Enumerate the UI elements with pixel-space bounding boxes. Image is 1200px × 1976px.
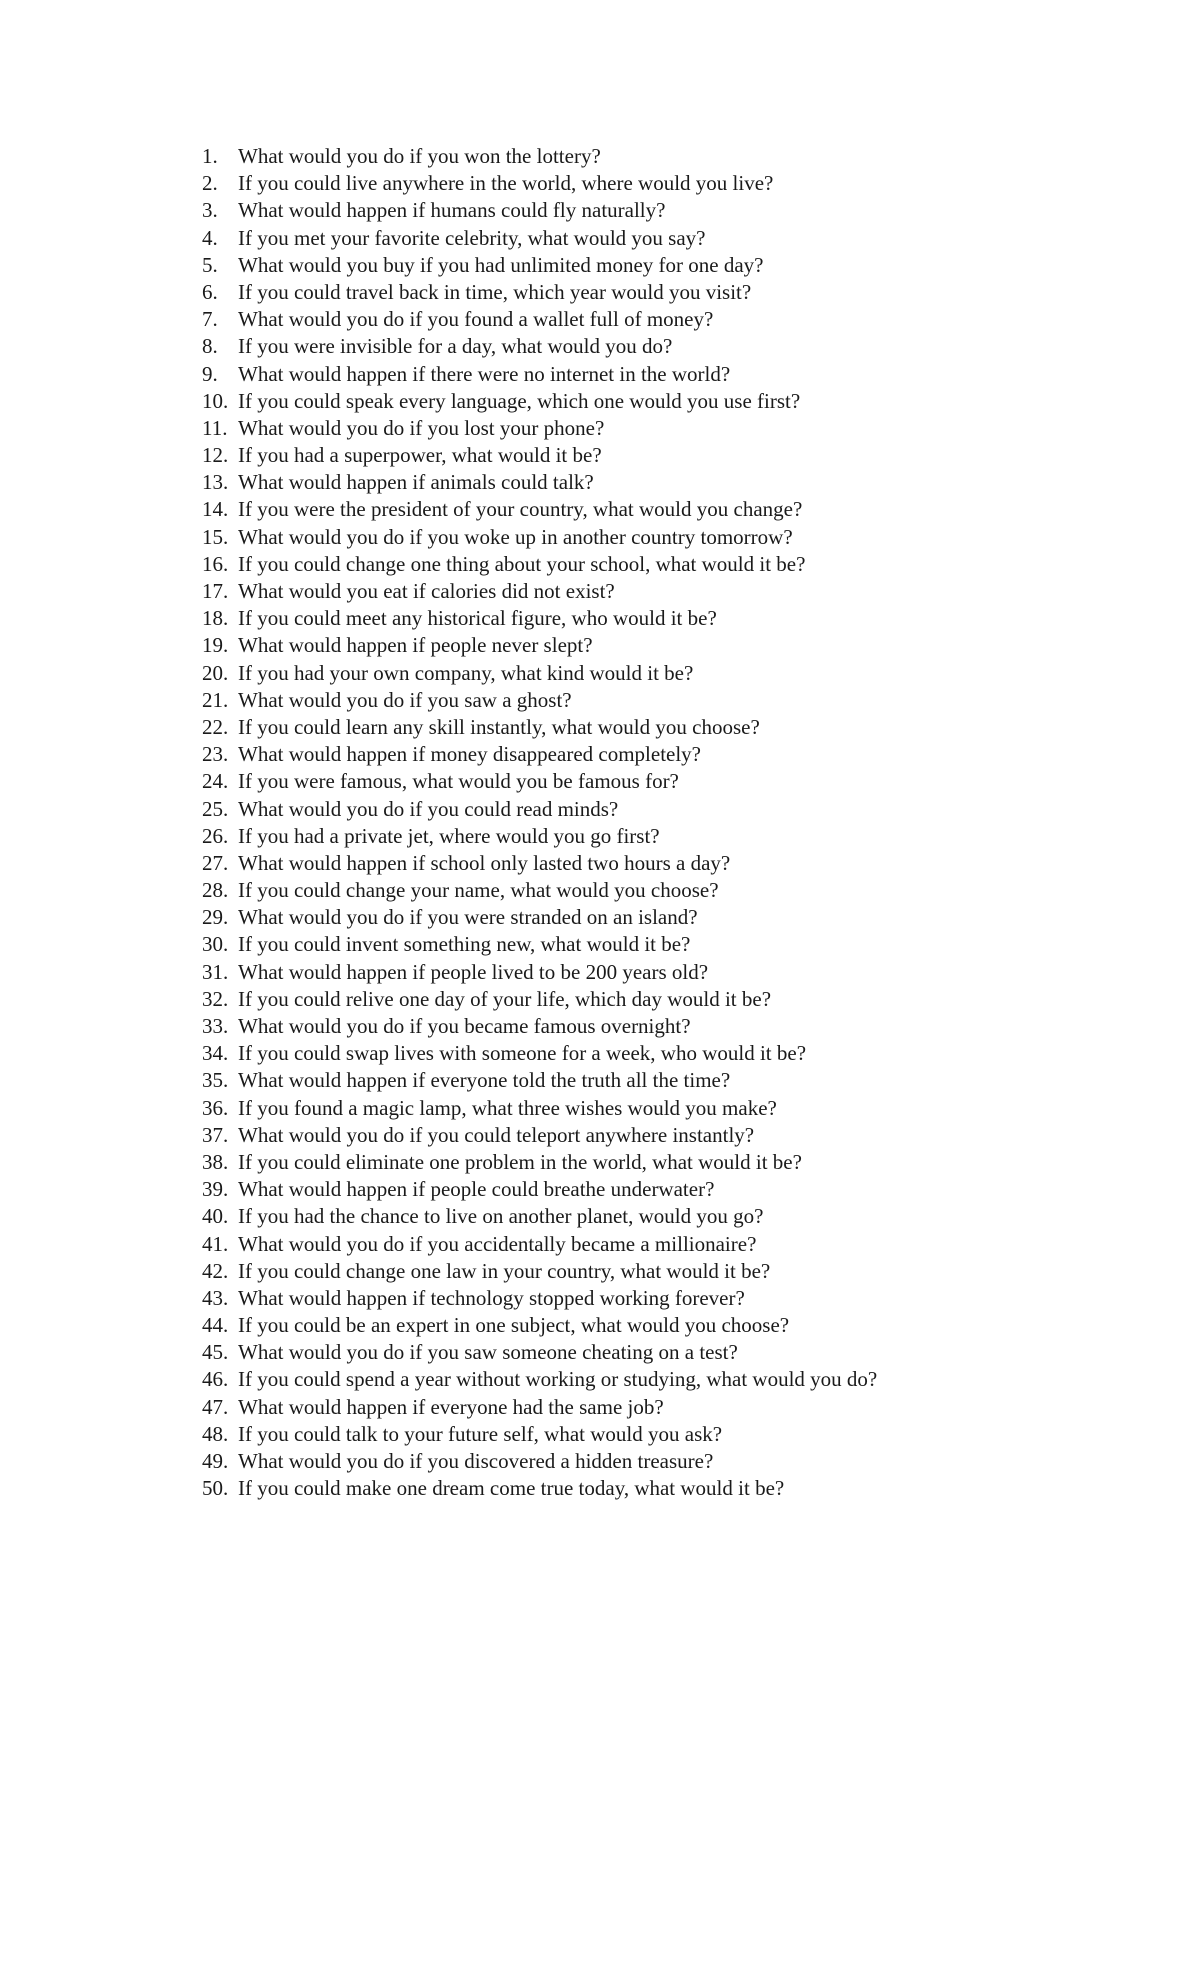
question-number: 32. — [202, 986, 229, 1011]
question-number: 49. — [202, 1449, 229, 1473]
question-number: 21. — [202, 687, 229, 712]
question-number: 7. — [202, 307, 218, 332]
list-item — [202, 632, 877, 659]
list-item — [202, 1067, 877, 1094]
question-number: 10. — [202, 388, 229, 413]
list-item — [202, 279, 877, 306]
question-text: What would you do if you saw someone cheating on a test? — [238, 1340, 738, 1365]
question-number: 22. — [202, 714, 229, 739]
list-item — [202, 1149, 877, 1176]
list-item — [202, 1285, 877, 1312]
list-item — [202, 415, 877, 442]
list-item — [202, 768, 877, 795]
list-item — [202, 1013, 877, 1040]
question-number: 5. — [202, 252, 218, 277]
question-number: 11. — [202, 415, 228, 440]
list-item — [202, 361, 877, 388]
question-text: If you could be an expert in one subject, what would you choose? — [238, 1313, 790, 1338]
question-number: 24. — [202, 769, 229, 794]
question-text: What would you do if you became famous overnight? — [238, 1014, 691, 1038]
question-text: What would you do if you were stranded on an island? — [238, 905, 698, 930]
question-number: 37. — [202, 1122, 229, 1147]
list-item — [202, 660, 877, 687]
question-number: 19. — [202, 633, 229, 658]
question-text: What would happen if everyone told the truth all the time? — [238, 1068, 731, 1093]
question-number: 17. — [202, 579, 229, 603]
question-number: 50. — [202, 1476, 229, 1501]
question-text: What would happen if people could breathe underwater? — [238, 1177, 715, 1202]
list-item — [202, 442, 877, 469]
question-text: If you had a superpower, what would it be? — [238, 443, 602, 468]
question-number: 34. — [202, 1041, 229, 1066]
question-text: What would you do if you lost your phone? — [238, 415, 605, 440]
list-item — [202, 170, 877, 197]
question-text: If you had the chance to live on another planet, would you go? — [238, 1204, 764, 1229]
question-number: 16. — [202, 551, 229, 576]
list-item — [202, 578, 877, 605]
question-text: If you could change your name, what would you choose? — [238, 878, 719, 903]
question-text: What would you do if you saw a ghost? — [238, 687, 572, 712]
question-text: What would happen if everyone had the same job? — [238, 1394, 664, 1419]
list-item — [202, 197, 877, 224]
list-item — [202, 1394, 877, 1421]
question-number: 36. — [202, 1095, 229, 1120]
question-number: 2. — [202, 171, 218, 196]
question-text: What would you do if you found a wallet full of money? — [238, 307, 714, 332]
list-item — [202, 306, 877, 333]
question-number: 18. — [202, 606, 229, 631]
list-item — [202, 388, 877, 415]
list-item — [202, 687, 877, 714]
question-text: What would you do if you accidentally became a millionaire? — [238, 1231, 757, 1256]
question-number: 43. — [202, 1285, 229, 1310]
question-number: 48. — [202, 1421, 229, 1446]
list-item — [202, 469, 877, 496]
question-number: 8. — [202, 334, 218, 359]
list-item — [202, 877, 877, 904]
question-text: If you had a private jet, where would you go first? — [238, 823, 660, 848]
question-number: 38. — [202, 1149, 229, 1174]
list-item — [202, 1040, 877, 1067]
question-text: If you could change one law in your country, what would it be? — [238, 1258, 771, 1283]
list-item — [202, 143, 877, 170]
question-text: What would happen if there were no internet in the world? — [238, 361, 731, 386]
list-item — [202, 714, 877, 741]
question-number: 30. — [202, 932, 229, 957]
question-number: 20. — [202, 660, 229, 685]
question-number: 41. — [202, 1231, 229, 1256]
question-number: 6. — [202, 279, 218, 304]
list-item — [202, 1448, 877, 1475]
list-item — [202, 496, 877, 523]
list-item — [202, 1122, 877, 1149]
question-text: What would happen if money disappeared completely? — [238, 742, 702, 767]
question-text: If you could talk to your future self, what would you ask? — [238, 1421, 723, 1446]
question-number: 31. — [202, 959, 229, 984]
question-number: 35. — [202, 1068, 229, 1093]
list-item — [202, 1095, 877, 1122]
list-item — [202, 959, 877, 986]
question-text: If you could swap lives with someone for a week, who would it be? — [238, 1041, 807, 1066]
question-text: If you could travel back in time, which year would you visit? — [238, 279, 752, 304]
question-number: 44. — [202, 1313, 229, 1338]
list-item — [202, 1421, 877, 1448]
list-item — [202, 1231, 877, 1258]
list-item — [202, 333, 877, 360]
question-text: If you could invent something new, what would it be? — [238, 932, 691, 957]
list-item — [202, 1339, 877, 1366]
question-number: 39. — [202, 1177, 229, 1202]
list-item — [202, 850, 877, 877]
question-text: What would happen if people never slept? — [238, 633, 593, 658]
list-item — [202, 1176, 877, 1203]
question-text: If you could spend a year without working or studying, what would you do? — [238, 1367, 878, 1392]
question-number: 47. — [202, 1394, 229, 1419]
list-item — [202, 1475, 877, 1502]
question-text: What would you buy if you had unlimited money for one day? — [238, 252, 764, 277]
question-text: What would you do if you discovered a hidden treasure? — [238, 1449, 714, 1473]
list-item — [202, 225, 877, 252]
question-text: If you met your favorite celebrity, what would you say? — [238, 225, 706, 250]
question-text: What would happen if people lived to be 200 years old? — [238, 959, 709, 984]
question-text: If you could change one thing about your school, what would it be? — [238, 551, 806, 576]
question-number: 13. — [202, 470, 229, 495]
question-text: What would happen if humans could fly naturally? — [238, 198, 666, 223]
question-list — [202, 143, 877, 1502]
question-text: What would you do if you woke up in another country tomorrow? — [238, 524, 793, 549]
list-item — [202, 823, 877, 850]
question-number: 25. — [202, 796, 229, 821]
question-number: 28. — [202, 878, 229, 903]
question-number: 3. — [202, 198, 218, 223]
list-item — [202, 1203, 877, 1230]
list-item — [202, 1312, 877, 1339]
list-item — [202, 1366, 877, 1393]
question-text: What would happen if technology stopped working forever? — [238, 1285, 745, 1310]
question-text: If you could relive one day of your life, which day would it be? — [238, 986, 772, 1011]
list-item — [202, 252, 877, 279]
question-text: If you were the president of your country, what would you change? — [238, 497, 803, 522]
question-text: If you were famous, what would you be famous for? — [238, 769, 679, 794]
question-number: 9. — [202, 361, 218, 386]
question-number: 4. — [202, 225, 218, 250]
question-text: What would happen if school only lasted two hours a day? — [238, 850, 731, 875]
question-number: 23. — [202, 742, 229, 767]
question-text: If you could live anywhere in the world, where would you live? — [238, 171, 774, 196]
question-text: If you could speak every language, which one would you use first? — [238, 388, 801, 413]
question-number: 26. — [202, 823, 229, 848]
question-text: If you were invisible for a day, what would you do? — [238, 334, 673, 359]
question-number: 40. — [202, 1204, 229, 1229]
question-number: 15. — [202, 524, 229, 549]
list-item — [202, 904, 877, 931]
question-text: If you could eliminate one problem in the world, what would it be? — [238, 1149, 802, 1174]
question-number: 42. — [202, 1258, 229, 1283]
question-text: What would happen if animals could talk? — [238, 470, 594, 495]
question-number: 29. — [202, 905, 229, 930]
list-item — [202, 551, 877, 578]
question-text: What would you do if you could read minds? — [238, 796, 619, 821]
list-item — [202, 796, 877, 823]
list-item — [202, 1258, 877, 1285]
question-number: 27. — [202, 850, 229, 875]
question-number: 45. — [202, 1340, 229, 1365]
question-text: What would you eat if calories did not exist? — [238, 579, 615, 603]
question-text: If you could meet any historical figure, who would it be? — [238, 606, 717, 631]
list-item — [202, 986, 877, 1013]
question-number: 14. — [202, 497, 229, 522]
list-item — [202, 605, 877, 632]
question-text: If you had your own company, what kind would it be? — [238, 660, 694, 685]
question-number: 12. — [202, 443, 229, 468]
question-text: If you found a magic lamp, what three wishes would you make? — [238, 1095, 777, 1120]
question-number: 33. — [202, 1014, 229, 1038]
list-item — [202, 931, 877, 958]
list-item — [202, 741, 877, 768]
question-number: 1. — [202, 144, 218, 168]
question-text: If you could make one dream come true today, what would it be? — [238, 1476, 785, 1501]
list-item — [202, 524, 877, 551]
question-number: 46. — [202, 1367, 229, 1392]
question-text: What would you do if you could teleport anywhere instantly? — [238, 1122, 755, 1147]
question-text: What would you do if you won the lottery? — [238, 144, 601, 168]
question-text: If you could learn any skill instantly, what would you choose? — [238, 714, 760, 739]
